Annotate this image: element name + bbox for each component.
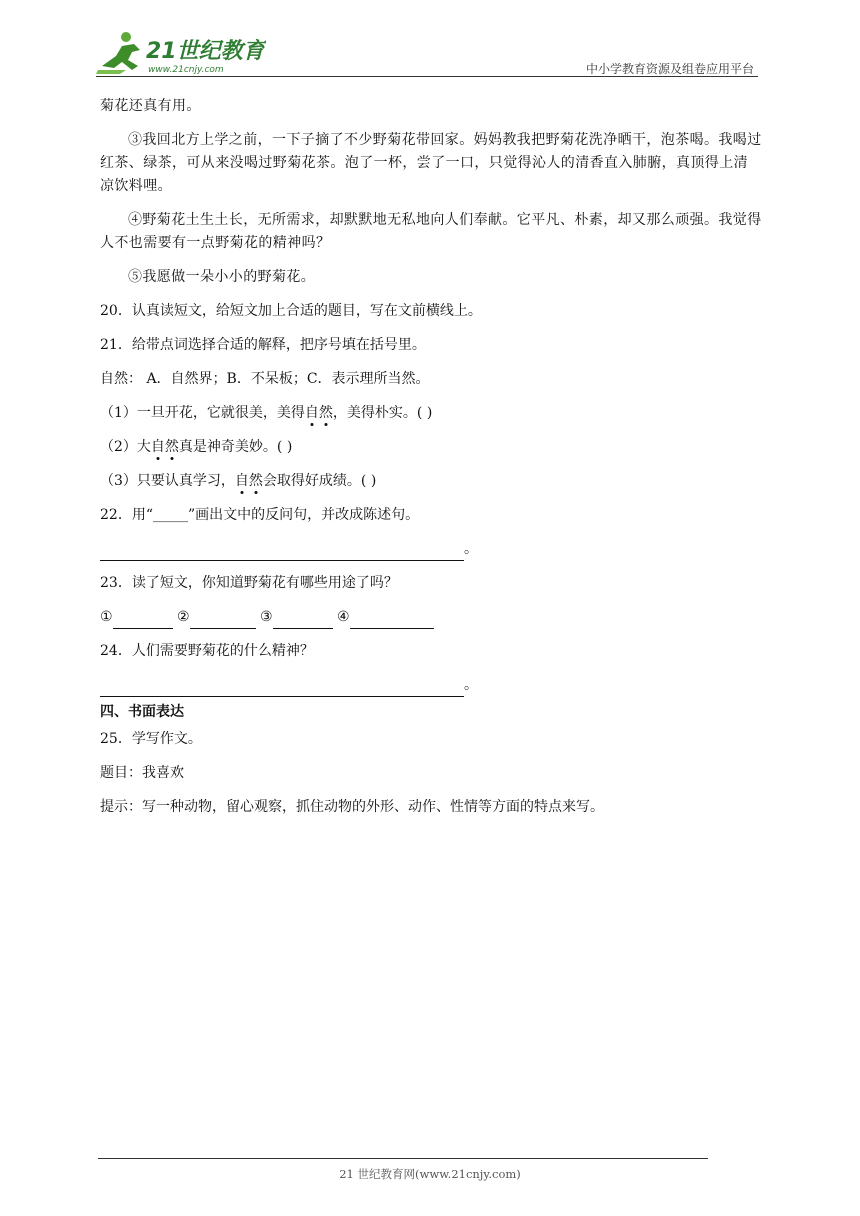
dotted-char: 自	[304, 405, 319, 421]
logo-text: 21世纪教育	[146, 39, 265, 64]
answer-line-22	[100, 538, 762, 561]
essay-topic: 题目：我喜欢	[100, 765, 184, 781]
question-23: 23．读了短文，你知道野菊花有哪些用途了吗？	[100, 575, 398, 591]
blank-label-4: ④	[337, 609, 350, 625]
answer-blank-2[interactable]	[190, 612, 256, 629]
item-text: （1）一旦开花，它就很美，美得	[100, 405, 305, 421]
item-text: ，美得朴实。( )	[332, 405, 433, 421]
item-text: 真是神奇美妙。( )	[178, 439, 293, 455]
dotted-char: 自	[234, 473, 249, 489]
question-21-item-2	[100, 436, 762, 459]
answer-blank-4[interactable]	[350, 612, 434, 629]
dotted-char: 然	[164, 439, 179, 455]
passage-paragraph-5: ⑤我愿做一朵小小的野菊花。	[128, 269, 316, 285]
blank-label-1: ①	[100, 609, 113, 625]
footer-text: 21 世纪教育网(www.21cnjy.com)	[339, 1167, 521, 1181]
answer-blank-1[interactable]	[113, 612, 173, 629]
item-text: （3）只要认真学习，	[100, 473, 235, 489]
question-22: 22．用“_____”画出文中的反问句，并改成陈述句。	[100, 507, 420, 523]
period: 。	[464, 677, 478, 693]
question-21: 21．给带点词选择合适的解释，把序号填在括号里。	[100, 337, 426, 353]
logo-21cnjy	[96, 30, 266, 76]
answer-blank[interactable]	[100, 544, 464, 561]
logo-url: www.21cnjy.com	[148, 65, 224, 75]
question-20: 20．认真读短文，给短文加上合适的题目，写在文前横线上。	[100, 303, 482, 319]
essay-hint: 提示：写一种动物，留心观察，抓住动物的外形、动作、性情等方面的特点来写。	[100, 799, 604, 815]
answer-line-24	[100, 674, 762, 697]
dotted-char: 自	[150, 439, 165, 455]
question-21-definitions: 自然： A．自然界；B．不呆板；C．表示理所当然。	[100, 371, 430, 387]
passage-line: 菊花还真有用。	[100, 98, 201, 114]
passage-paragraph-3: ③我回北方上学之前，一下子摘了不少野菊花带回家。妈妈教我把野菊花洗净晒干，泡茶喝。我喝过红茶、绿茶，可从来没喝过野菊花茶。泡了一杯，尝了一口，只觉得沁人的清香直入肺腑，真顶得上清凉饮料哩。	[100, 132, 762, 194]
answer-blank-3[interactable]	[273, 612, 333, 629]
passage-paragraph-4: ④野菊花土生土长，无所需求，却默默地无私地向人们奉献。它平凡、朴素，却又那么顽强。我觉得人不也需要有一点野菊花的精神吗？	[100, 212, 762, 251]
answer-blank[interactable]	[100, 680, 464, 697]
document-body	[100, 95, 762, 819]
question-25: 25．学写作文。	[100, 731, 202, 747]
runner-icon	[96, 32, 140, 74]
footer-divider	[98, 1158, 708, 1159]
page-header	[96, 30, 758, 80]
period: 。	[464, 541, 478, 557]
question-24: 24．人们需要野菊花的什么精神？	[100, 643, 314, 659]
dotted-char: 然	[248, 473, 263, 489]
blank-label-3: ③	[260, 609, 273, 625]
item-text: 会取得好成绩。( )	[262, 473, 377, 489]
question-21-item-1	[100, 402, 762, 425]
section-title: 四、书面表达	[100, 704, 184, 720]
dotted-char: 然	[318, 405, 333, 421]
question-21-item-3	[100, 470, 762, 493]
blank-label-2: ②	[177, 609, 190, 625]
item-text: （2）大	[100, 439, 151, 455]
answer-blanks-23	[100, 606, 762, 629]
platform-name: 中小学教育资源及组卷应用平台	[585, 62, 754, 76]
header-divider	[96, 76, 758, 77]
